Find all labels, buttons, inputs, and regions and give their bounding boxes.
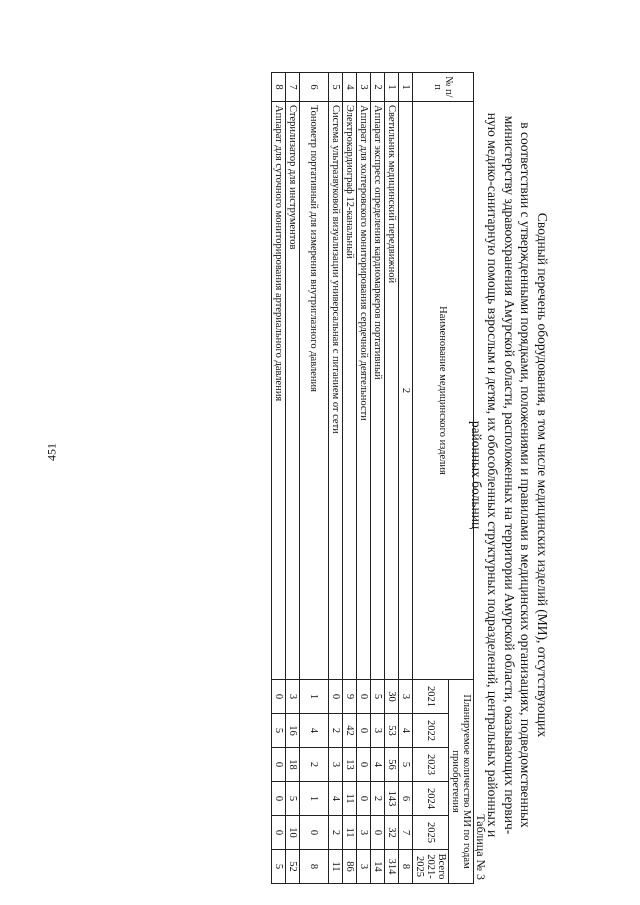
index-cell: 7 <box>399 816 413 850</box>
index-cell: 2 <box>399 102 413 680</box>
document-heading <box>468 60 551 890</box>
row-value: 0 <box>357 782 371 816</box>
row-value: 3 <box>329 748 343 782</box>
row-value: 5 <box>286 782 300 816</box>
heading-line: Сводный перечень оборудования, в том числе медицинских изделий (МИ), отсутствующих <box>535 212 550 738</box>
header-total: Всего 2021-2025 <box>413 850 449 884</box>
row-value: 32 <box>385 816 399 850</box>
row-value: 0 <box>272 680 286 714</box>
header-year: 2022 <box>413 714 449 748</box>
row-value: 2 <box>329 714 343 748</box>
table-row <box>300 73 329 884</box>
row-value: 42 <box>343 714 357 748</box>
heading-line: районных больниц <box>469 420 484 530</box>
index-row <box>399 73 413 884</box>
table-header-row <box>449 73 474 884</box>
table-row <box>286 73 300 884</box>
row-num: 7 <box>286 73 300 102</box>
header-num: № п/п <box>413 73 474 102</box>
row-name: Тонометр портативный для измерения внутриглазного давления <box>300 102 329 680</box>
row-name: Стерилизатор для инструментов <box>286 102 300 680</box>
row-value: 2 <box>329 816 343 850</box>
row-value: 13 <box>343 748 357 782</box>
row-value: 16 <box>286 714 300 748</box>
row-value: 1 <box>300 782 329 816</box>
row-value: 0 <box>272 748 286 782</box>
index-cell: 5 <box>399 748 413 782</box>
row-total: 8 <box>300 850 329 884</box>
row-num: 8 <box>272 73 286 102</box>
row-total: 11 <box>329 850 343 884</box>
row-value: 0 <box>357 714 371 748</box>
heading-line: в соответствии с утвержденными порядками, положениями и правилами в медицинских организациях, подведомственных <box>518 122 534 828</box>
row-total: 14 <box>371 850 385 884</box>
row-name: Аппарат для суточного мониторирования артериального давления <box>272 102 286 680</box>
header-group: Планируемое количество МИ по годам приобретения <box>449 680 474 884</box>
row-num: 5 <box>329 73 343 102</box>
rotated-document <box>273 60 550 890</box>
table-row <box>385 73 399 884</box>
table-row <box>272 73 286 884</box>
table-row <box>329 73 343 884</box>
row-num: 1 <box>385 73 399 102</box>
row-value: 11 <box>343 782 357 816</box>
row-value: 18 <box>286 748 300 782</box>
table-row <box>371 73 385 884</box>
row-value: 3 <box>357 816 371 850</box>
page-number: 451 <box>44 443 59 461</box>
index-cell: 1 <box>399 73 413 102</box>
row-value: 3 <box>286 680 300 714</box>
row-value: 3 <box>371 714 385 748</box>
row-value: 5 <box>272 714 286 748</box>
row-total: 314 <box>385 850 399 884</box>
row-total: 5 <box>272 850 286 884</box>
row-total: 86 <box>343 850 357 884</box>
row-name: Электрокардиограф 12-канальный <box>343 102 357 680</box>
row-value: 0 <box>357 680 371 714</box>
row-num: 2 <box>371 73 385 102</box>
row-value: 0 <box>272 782 286 816</box>
row-name: Аппарат экспресс определения кардиомаркеров портативный <box>371 102 385 680</box>
row-value: 1 <box>300 680 329 714</box>
table-label: Таблица № 3 <box>474 814 488 880</box>
row-value: 4 <box>300 714 329 748</box>
row-value: 9 <box>343 680 357 714</box>
row-value: 0 <box>272 816 286 850</box>
header-year: 2024 <box>413 782 449 816</box>
index-cell: 8 <box>399 850 413 884</box>
table-row <box>357 73 371 884</box>
row-value: 53 <box>385 714 399 748</box>
heading-line: ную медико-санитарную помощь взрослым и детям, их обособленных структурных подразделений, центральных районных и <box>485 112 501 838</box>
row-value: 2 <box>371 782 385 816</box>
row-num: 4 <box>343 73 357 102</box>
row-name: Аппарат для холтеровского мониторирования сердечной деятельности <box>357 102 371 680</box>
row-total: 3 <box>357 850 371 884</box>
index-cell: 4 <box>399 714 413 748</box>
heading-line: министерству здравоохранения Амурской области, расположенных на территории Амурской области, оказывающих первич- <box>502 115 517 835</box>
row-value: 4 <box>371 748 385 782</box>
row-num: 6 <box>300 73 329 102</box>
header-name: Наименование медицинского изделия <box>413 102 474 680</box>
row-value: 4 <box>329 782 343 816</box>
index-cell: 6 <box>399 782 413 816</box>
row-value: 0 <box>371 816 385 850</box>
row-value: 2 <box>300 748 329 782</box>
header-year: 2023 <box>413 748 449 782</box>
index-cell: 3 <box>399 680 413 714</box>
header-year: 2025 <box>413 816 449 850</box>
row-name: Система ультразвуковой визуализации универсальная с питанием от сети <box>329 102 343 680</box>
row-value: 143 <box>385 782 399 816</box>
table-row <box>343 73 357 884</box>
row-value: 5 <box>371 680 385 714</box>
equipment-table <box>271 72 474 884</box>
row-value: 0 <box>329 680 343 714</box>
row-total: 52 <box>286 850 300 884</box>
row-value: 56 <box>385 748 399 782</box>
row-value: 0 <box>357 748 371 782</box>
row-value: 0 <box>300 816 329 850</box>
row-name: Светильник медицинский передвижной <box>385 102 399 680</box>
header-year: 2021 <box>413 680 449 714</box>
row-value: 11 <box>343 816 357 850</box>
row-value: 10 <box>286 816 300 850</box>
row-value: 30 <box>385 680 399 714</box>
row-num: 3 <box>357 73 371 102</box>
